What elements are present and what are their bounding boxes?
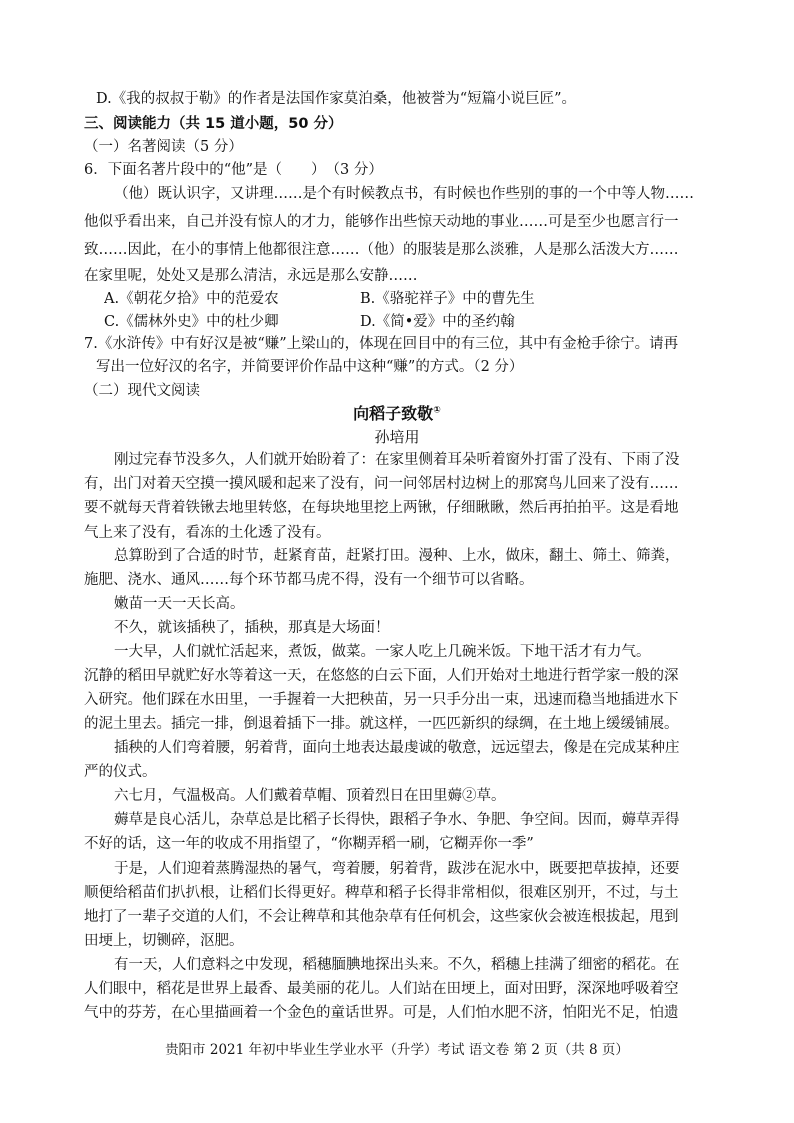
article-line: 薅草是良心活儿，杂草总是比稻子长得快，跟稻子争水、争肥、争空间。因而，薅草弄得 xyxy=(114,812,680,828)
q6-option-c: C.《儒林外史》中的杜少卿 xyxy=(104,314,279,330)
q6-passage-line: 致……因此，在小的事情上他都很注意……（他）的服装是那么淡雅，人是那么活泼大方…… xyxy=(84,242,679,258)
article-line: 入研究。他们踩在水田里，一手握着一大把秧苗，另一只手分出一束，迅速而稳当地插进水下 xyxy=(84,692,679,708)
article-line: 人们眼中，稻花是世界上最香、最美丽的花儿。人们站在田埂上，面对田野，深深地呼吸着空 xyxy=(84,981,679,997)
article-author: 孙培用 xyxy=(374,428,420,446)
article-line: 施肥、浇水、通风……每个环节都马虎不得，没有一个细节可以省略。 xyxy=(84,572,534,588)
q6-option-b: B.《骆驼祥子》中的曹先生 xyxy=(360,291,535,307)
article-line: 嫩苗一天一天长高。 xyxy=(114,596,245,612)
q6-option-a: A.《朝花夕拾》中的范爱农 xyxy=(104,291,279,307)
article-line: 田埂上，切铡碎，沤肥。 xyxy=(84,933,244,949)
q6-passage-line: 在家里呢，处处又是那么清洁，永远是那么安静…… xyxy=(84,268,418,284)
article-line: 有，出门对着天空摸一摸风暖和起来了没有，问一问邻居村边树上的那窝鸟儿回来了没有…… xyxy=(84,476,679,492)
article-line: 沉静的稻田早就贮好水等着这一天，在悠悠的白云下面，人们开始对土地进行哲学家一般的深 xyxy=(84,668,679,684)
article-line: 要不就每天背着铁锹去地里转悠，在每块地里挖上两锹，仔细瞅瞅，然后再拍拍平。这是看地 xyxy=(84,500,679,516)
q6-options-row-1 xyxy=(104,288,734,310)
article-line: 不好的话，这一年的收成不用指望了，“你糊弄稻一刷，它糊弄你一季” xyxy=(84,836,534,852)
section-heading: 三、阅读能力（共 15 道小题，50 分） xyxy=(84,116,343,132)
article-line: 总算盼到了合适的时节，赶紧育苗，赶紧打田。漫种、上水，做床，翻土、筛土、筛粪， xyxy=(114,548,680,564)
article-line: 于是，人们迎着蒸腾湿热的暑气，弯着腰，躬着背，跋涉在泥水中，既要把草拔掉，还要 xyxy=(114,861,680,877)
article-line: 的泥土里去。插完一排，倒退着插下一排。就这样，一匹匹新织的绿绸，在土地上缓缓铺展。 xyxy=(84,716,679,732)
part2-heading: （二）现代文阅读 xyxy=(84,383,200,399)
article-line: 一大早，人们就忙活起来，煮饭，做菜。一家人吃上几碗米饭。下地干活才有力气。 xyxy=(114,644,651,660)
question-7-line: 7.《水浒传》中有好汉是被“赚”上梁山的，体现在回目中的有三位，其中有金枪手徐宁。请再 xyxy=(84,336,679,352)
article-line: 刚过完春节没多久，人们就开始盼着了：在家里侧着耳朵听着窗外打雷了没有、下雨了没 xyxy=(114,452,680,468)
q5-option-d: D.《我的叔叔于勒》的作者是法国作家莫泊桑，他被誉为“短篇小说巨匠”。 xyxy=(96,91,577,107)
article-line: 严的仪式。 xyxy=(84,764,157,780)
article-line: 不久，就该插秧了，插秧，那真是大场面！ xyxy=(114,620,390,636)
article-title: 向稻子致敬① xyxy=(353,404,441,423)
page-footer: 贵阳市 2021 年初中毕业生学业水平（升学）考试 语文卷 第 2 页（共 8 页） xyxy=(165,1042,629,1058)
article-line: 插秧的人们弯着腰，躬着背，面向土地表达最虔诚的敬意，远远望去，像是在完成某种庄 xyxy=(114,740,680,756)
question-6-stem: 6．下面名著片段中的“他”是（ ） （3 分） xyxy=(84,162,383,178)
part1-heading: （一）名著阅读（5 分） xyxy=(84,139,243,155)
q6-passage-line: 他似乎看出来，自己并没有惊人的才力，能够作出些惊天动地的事业……可是至少也愿言行一 xyxy=(84,214,679,230)
q6-option-d: D.《简•爱》中的圣约翰 xyxy=(360,314,515,330)
article-line: 六七月，气温极高。人们戴着草帽、顶着烈日在田里薅②草。 xyxy=(114,788,506,804)
article-line: 地打了一辈子交道的人们，不会让稗草和其他杂草有任何机会，这些家伙会被连根拔起，甩到 xyxy=(84,909,679,925)
title-footnote-mark: ① xyxy=(433,405,441,416)
article-line: 气中的芬芳，在心里描画着一个金色的童话世界。可是，人们怕水肥不济，怕阳光不足，怕遗 xyxy=(84,1005,679,1021)
q6-options-row-2 xyxy=(104,311,734,333)
q6-passage-line: （他）既认识字，又讲理……是个有时候教点书，有时候也作些别的事的一个中等人物…… xyxy=(114,186,694,202)
question-7-line: 写出一位好汉的名字，并简要评价作品中这种“赚”的方式。（2 分） xyxy=(96,359,524,375)
article-line: 气上来了没有，看冻的土化透了没有。 xyxy=(84,525,331,541)
article-line: 有一天，人们意料之中发现，稻穗腼腆地探出头来。不久，稻穗上挂满了细密的稻花。在 xyxy=(114,957,680,973)
article-line: 顺便给稻苗们扒扒根，让稻们长得更好。稗草和稻子长得非常相似，很难区别开，不过，与土 xyxy=(84,885,679,901)
